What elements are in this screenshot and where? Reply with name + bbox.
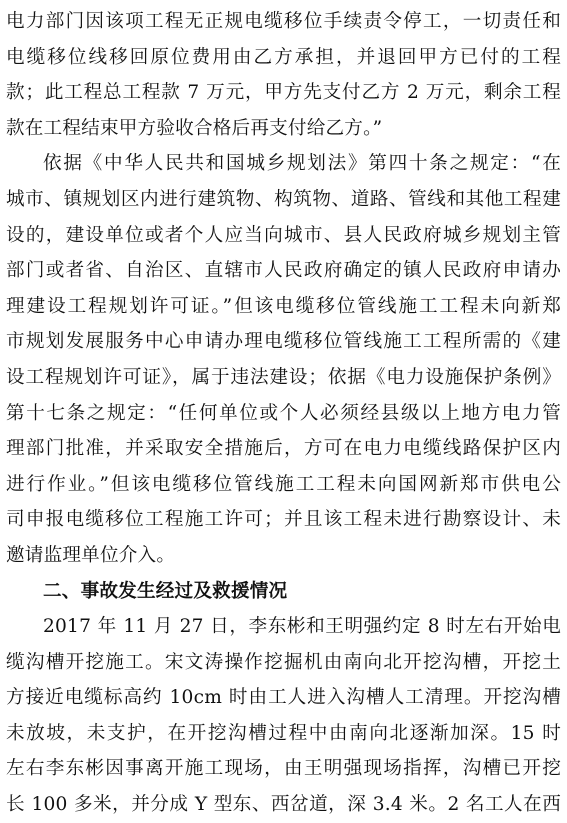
text-line: 进行作业。”但该电缆移位管线施工工程未向国网新郑市供电公 <box>6 473 561 495</box>
text-line: 邀请监理单位介入。 <box>6 544 176 566</box>
text-line: 第十七条之规定：“任何单位或个人必须经县级以上地方电力管 <box>6 402 561 424</box>
text-line: 缆沟槽开挖施工。宋文涛操作挖掘机由南向北开挖沟槽，开挖土 <box>6 651 561 673</box>
text-line: 设的，建设单位或者个人应当向城市、县人民政府城乡规划主管 <box>6 224 561 246</box>
text-line: 左右李东彬因事离开施工现场，由王明强现场指挥，沟槽已开挖 <box>6 758 561 780</box>
text-line: 依据《中华人民共和国城乡规划法》第四十条之规定：“在 <box>43 153 561 175</box>
text-line: 司申报电缆移位工程施工许可；并且该工程未进行勘察设计、未 <box>6 509 561 531</box>
text-line: 电缆移位线移回原位费用由乙方承担，并退回甲方已付的工程 <box>6 46 561 68</box>
text-line: 理部门批准，并采取安全措施后，方可在电力电缆线路保护区内 <box>6 438 561 460</box>
text-line: 市规划发展服务中心申请办理电缆移位管线施工工程所需的《建 <box>6 331 561 353</box>
text-line: 2017 年 11 月 27 日，李东彬和王明强约定 8 时左右开始电 <box>43 616 561 638</box>
text-line: 理建设工程规划许可证。”但该电缆移位管线施工工程未向新郑 <box>6 295 561 317</box>
text-line: 电力部门因该项工程无正规电缆移位手续责令停工，一切责任和 <box>6 11 561 32</box>
text-line: 部门或者省、自治区、直辖市人民政府确定的镇人民政府申请办 <box>6 260 561 282</box>
text-line: 设工程规划许可证》，属于违法建设；依据《电力设施保护条例》 <box>6 366 561 388</box>
text-line: 款；此工程总工程款 7 万元，甲方先支付乙方 2 万元，剩余工程 <box>6 82 561 104</box>
text-line: 城市、镇规划区内进行建筑物、构筑物、道路、管线和其他工程建 <box>6 188 561 210</box>
text-line: 长 100 多米，并分成 Y 型东、西岔道，深 3.4 米。2 名工人在西 <box>6 794 561 816</box>
text-line: 方接近电缆标高约 10cm 时由工人进入沟槽人工清理。开挖沟槽 <box>6 687 561 709</box>
section-heading: 二、事故发生经过及救援情况 <box>43 580 288 602</box>
text-line: 款在工程结束甲方验收合格后再支付给乙方。” <box>6 117 383 139</box>
text-line: 未放坡，未支护，在开挖沟槽过程中由南向北逐渐加深。15 时 <box>6 722 561 744</box>
